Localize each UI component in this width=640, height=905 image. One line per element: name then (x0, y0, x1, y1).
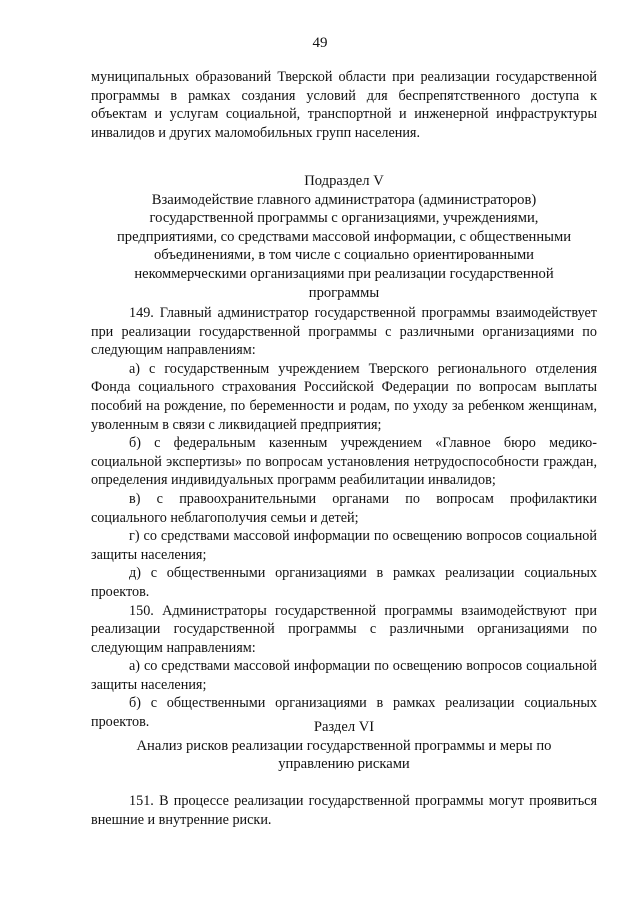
subsection-5-label: Подраздел V (304, 173, 384, 189)
paragraph-149-g: г) со средствами массовой информации по освещению вопросов социальной защиты населения; (91, 528, 597, 563)
paragraph-150: 150. Администраторы государственной программы взаимодействуют при реализации государственной программы с различными организациями по следующим направлениям: (91, 602, 597, 656)
paragraph-149: 149. Главный администратор государственной программы взаимодействует при реализации государственной программы с различными организациями по следующим направлениям: (91, 305, 597, 359)
paragraph-149-b: б) с федеральным казенным учреждением «Главное бюро медико-социальной экспертизы» по вопросам установления нетрудоспособности граждан, определения индивидуальных программ реабилитации инвалидов; (91, 435, 597, 489)
paragraph-149-d: д) с общественными организациями в рамках реализации социальных проектов. (91, 565, 597, 600)
paragraph-149-a: а) с государственным учреждением Тверского регионального отделения Фонда социального страхования Российской Федерации по вопросам выплаты пособий на рождение, по беременности и родам, по уходу за ребенком женщинам, уволенным в связи с ликвидацией предприятия; (91, 360, 597, 433)
section-6-title: Анализ рисков реализации государственной программы и меры по управлению рисками (136, 737, 552, 773)
paragraph-150-a: а) со средствами массовой информации по освещению вопросов социальной защиты населения; (91, 658, 597, 693)
subsection-5-title: Взаимодействие главного администратора (администраторов) государственной программы с организациями, учреждениями, предприятиями, со средствами массовой информации, с общественными объединениями, в том числе с социально ориентированными некоммерческими организациями при реализации государственной программы (116, 191, 572, 301)
intro-paragraph (91, 68, 597, 142)
section-6-label: Раздел VI (313, 719, 375, 735)
paragraph-150-b: б) с общественными организациями в рамках реализации социальных проектов. (91, 695, 597, 731)
paragraph-149-v: в) с правоохранительными органами по вопросам профилактики социального неблагополучия семьи и детей; (91, 490, 597, 526)
paragraph-151-group (91, 792, 597, 829)
page-number: 49 (312, 35, 328, 51)
subsection-5-heading (91, 172, 597, 302)
paragraph-149-group (91, 304, 597, 732)
section-6-heading (91, 718, 597, 774)
intro-text: муниципальных образований Тверской области при реализации государственной программы в рамках создания условий для беспрепятственного доступа к объектам и услугам социальной, транспортной и инженерной инфраструктуры инвалидов и других маломобильных групп населения. (91, 69, 597, 141)
paragraph-151: 151. В процессе реализации государственной программы могут проявиться внешние и внутренние риски. (91, 793, 597, 828)
